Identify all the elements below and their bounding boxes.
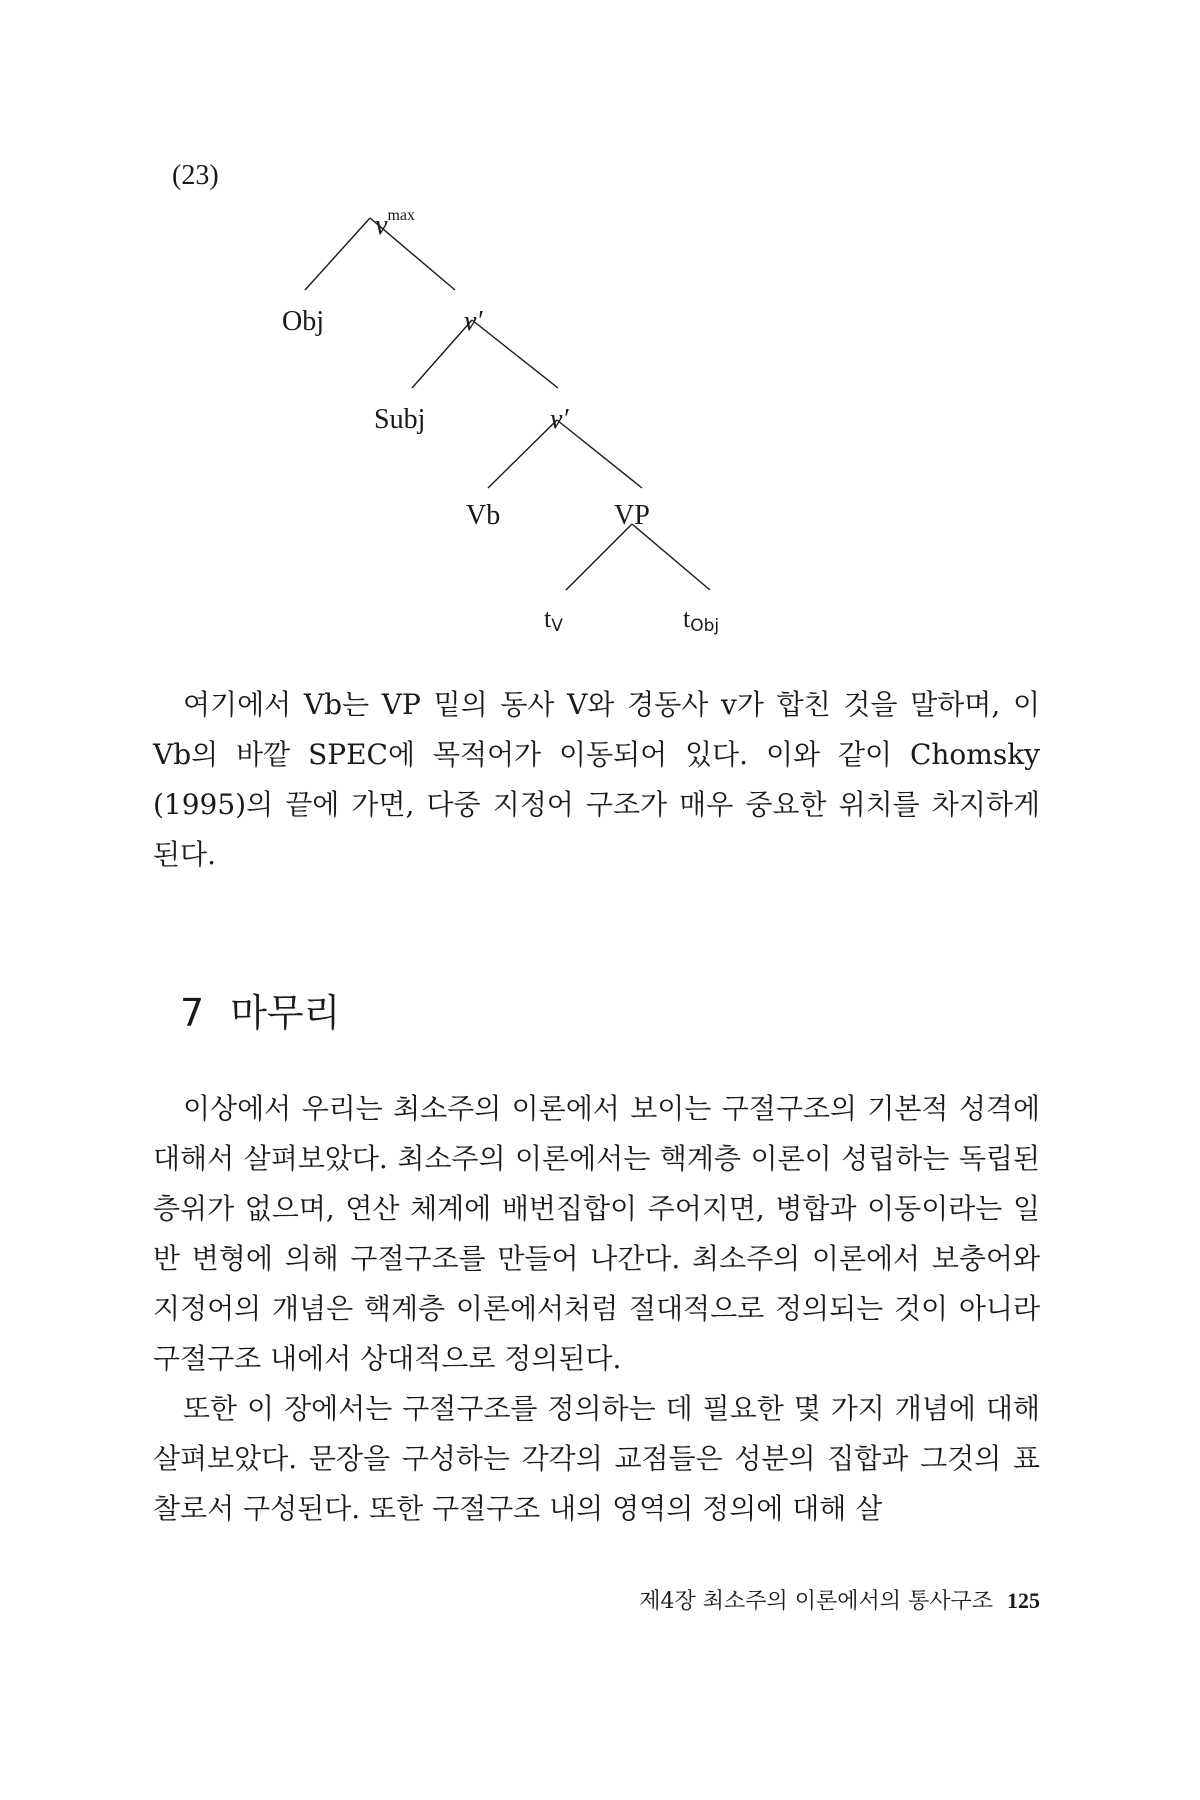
edge-vmax-obj	[305, 218, 370, 290]
node-vmax: $v^{max}$	[375, 207, 415, 241]
node-trace-v: tV	[544, 604, 563, 636]
edge-vp-tv	[566, 524, 632, 590]
paragraph-1	[153, 680, 1040, 880]
page-footer	[639, 1584, 1040, 1615]
section-number: 7	[180, 991, 205, 1035]
edge-vbar1-subj	[412, 320, 472, 388]
node-vbar1: v′	[464, 306, 483, 337]
edge-vp-tobj	[632, 524, 710, 590]
edge-vbar2-vb	[488, 420, 557, 488]
node-obj: Obj	[282, 306, 324, 337]
paragraph-text: 이상에서 우리는 최소주의 이론에서 보이는 구절구조의 기본적 성격에 대해서 살펴보았다. 최소주의 이론에서는 핵계층 이론이 성립하는 독립된 층위가 없으며, 연산 체계에 배번집합이 주어지면, 병합과 이동이라는 일반 변형에 의해 구절구조를 만들어 나간다. 최소주의 이론에서 보충어와 지정어의 개념은 핵계층 이론에서처럼 절대적으로 정의되는 것이 아니라 구절구조 내에서 상대적으로 정의된다.	[153, 1092, 1040, 1375]
paragraph-2	[153, 1084, 1040, 1534]
edge-vbar2-vp	[557, 420, 642, 488]
syntax-tree	[0, 0, 1200, 700]
edge-vbar1-vbar2	[472, 320, 558, 388]
node-subj: Subj	[374, 404, 426, 435]
running-title: 제4장 최소주의 이론에서의 통사구조	[639, 1589, 993, 1614]
paragraph-text: 여기에서 Vb는 VP 밑의 동사 V와 경동사 v가 합친 것을 말하며, 이 Vb의 바깥 SPEC에 목적어가 이동되어 있다. 이와 같이 Chomsky (1995)의 끝에 가면, 다중 지정어 구조가 매우 중요한 위치를 차지하게 된다.	[153, 688, 1040, 871]
node-vb: Vb	[466, 500, 501, 531]
node-trace-obj: tObj	[683, 604, 720, 636]
node-vp: VP	[614, 500, 650, 531]
page-number: 125	[1007, 1588, 1040, 1613]
section-title: 마무리	[230, 991, 341, 1035]
example-number: (23)	[172, 160, 219, 191]
node-vbar2: v′	[550, 404, 569, 435]
paragraph-text: 또한 이 장에서는 구절구조를 정의하는 데 필요한 몇 가지 개념에 대해 살펴보았다. 문장을 구성하는 각각의 교점들은 성분의 집합과 그것의 표찰로서 구성된다. 또한 구절구조 내의 영역의 정의에 대해 살	[153, 1392, 1040, 1525]
section-heading	[180, 982, 340, 1037]
